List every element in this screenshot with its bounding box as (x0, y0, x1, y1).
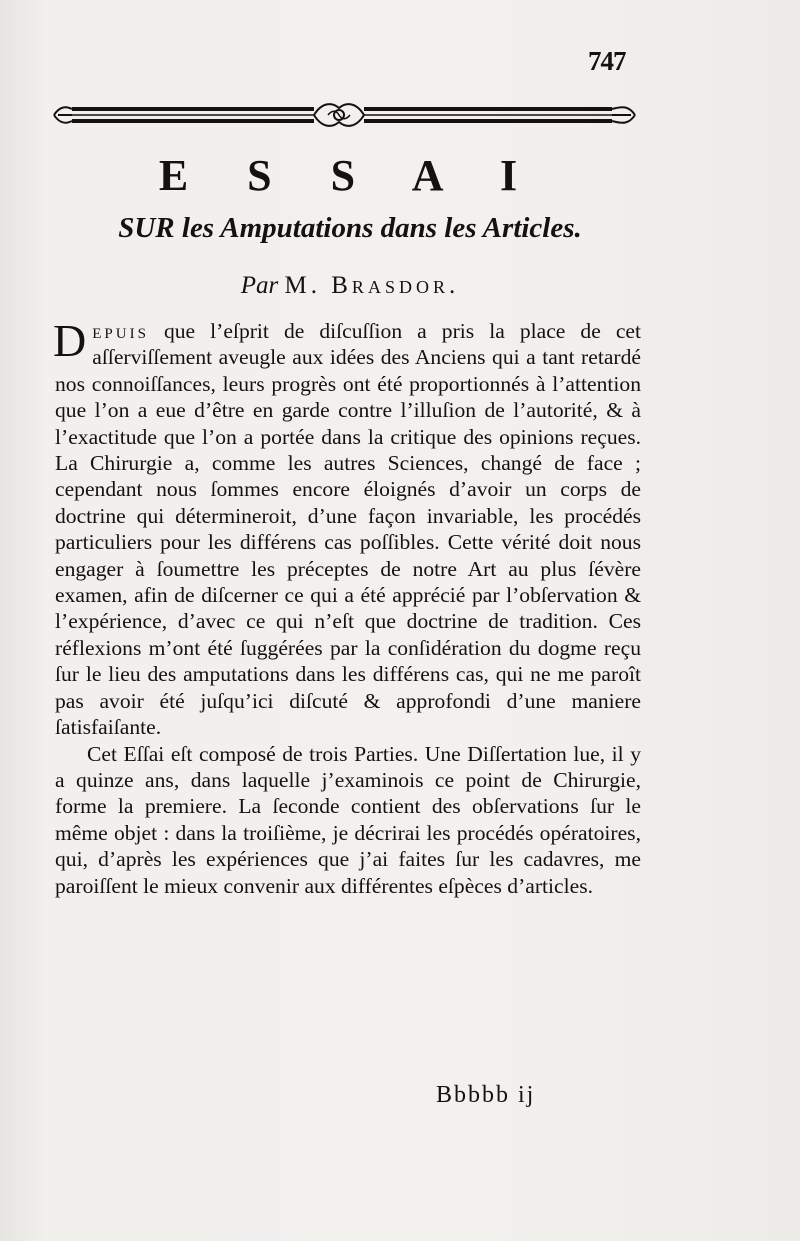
lead-word: epuis (92, 319, 149, 343)
paragraph-1-text: que l’eſprit de diſcuſſion a pris la place de cet aſſerviſſement aveugle aux idées des Anciens qui a tant retardé nos connoiſſances, leurs progrès ont été proportionnés à l’attention que l’on a eue d’être en garde contre l’illuſion de l’autorité, & à l’exactitude que l’on a portée dans la critique des opinions reçues. La Chirurgie a, comme les autres Sciences, changé de face ; cependant nous ſommes encore éloignés d’avoir un corps de doctrine qui détermineroit, d’une façon invariable, les procédés particuliers pour les différens cas poſſibles. Cette vérité doit nous engager à ſoumettre les préceptes de notre Art au plus ſévère examen, afin de diſcerner ce qui a été apprécié par l’obſervation & l’expérience, d’avec ce qui n’eſt que doctrine de tradition. Ces réflexions m’ont été ſuggérées par la conſidération du dogme reçu ſur le lieu des amputations dans les différens cas, qui ne me paroît pas avoir été juſqu’ici diſcuté & approfondi d’une maniere ſatisfaiſante. (55, 319, 641, 740)
paragraph-2: Cet Eſſai eſt composé de trois Parties. Une Diſſertation lue, il y a quinze ans, dans laquelle j’examinois ce point de Chirurgie, forme la premiere. La ſeconde contient des obſervations ſur le même objet : dans la troiſième, je décrirai les procédés opératoires, qui, d’après les expériences que j’ai faites ſur les cadavres, me paroiſſent le mieux convenir aux différentes eſpèces d’articles. (55, 741, 641, 898)
essay-title: E S S A I (158, 151, 542, 200)
author-name: M. Brasdor. (284, 272, 460, 299)
author-byline (0, 272, 700, 300)
signature-mark: Bbbbb ij (436, 1082, 536, 1108)
decorative-rule-ornament (52, 98, 637, 132)
byline-prefix: Par (240, 272, 279, 299)
body-text (53, 315, 641, 899)
drop-cap: D (53, 315, 87, 366)
essay-subtitle: SUR les Amputations dans les Articles. (118, 212, 582, 244)
paragraph-1 (53, 315, 641, 741)
page-number: 747 (588, 46, 626, 76)
